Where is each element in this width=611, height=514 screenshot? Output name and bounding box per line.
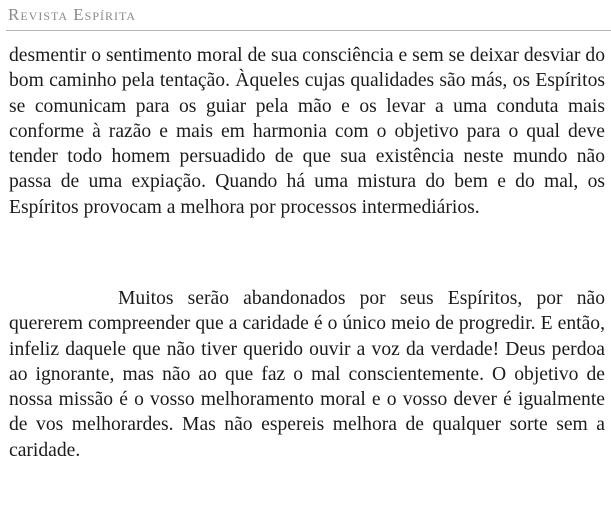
paragraph-2: Muitos serão abandonados por seus Espíritos, por não quererem compreender que a caridade é o único meio de progredir. E então, infeliz daquele que não tiver querido ouvir a voz da verdade! Deus perdoa ao ignorante, mas não ao que faz o mal conscientemente. O objetivo de nossa missão é o vosso melhoramento moral e o vosso dever é igualmente de vos melhorardes. Mas não espereis melhora de qualquer sorte sem a caridade. [9, 288, 605, 461]
running-header: Revista Espírita [8, 5, 137, 24]
paragraph-1: desmentir o sentimento moral de sua consciência e sem se deixar desviar do bom caminho pela tentação. Àqueles cujas qualidades são más, os Espíritos se comunicam para os guiar pela mão e os levar a uma conduta mais conforme à razão e mais em harmonia com o objetivo para o qual deve tender todo homem persuadido de que sua existência neste mundo não passa de uma expiação. Quando há uma mistura do bem e do mal, os Espíritos provocam a melhora por processos intermediários. [9, 45, 605, 218]
header-divider [6, 30, 611, 31]
